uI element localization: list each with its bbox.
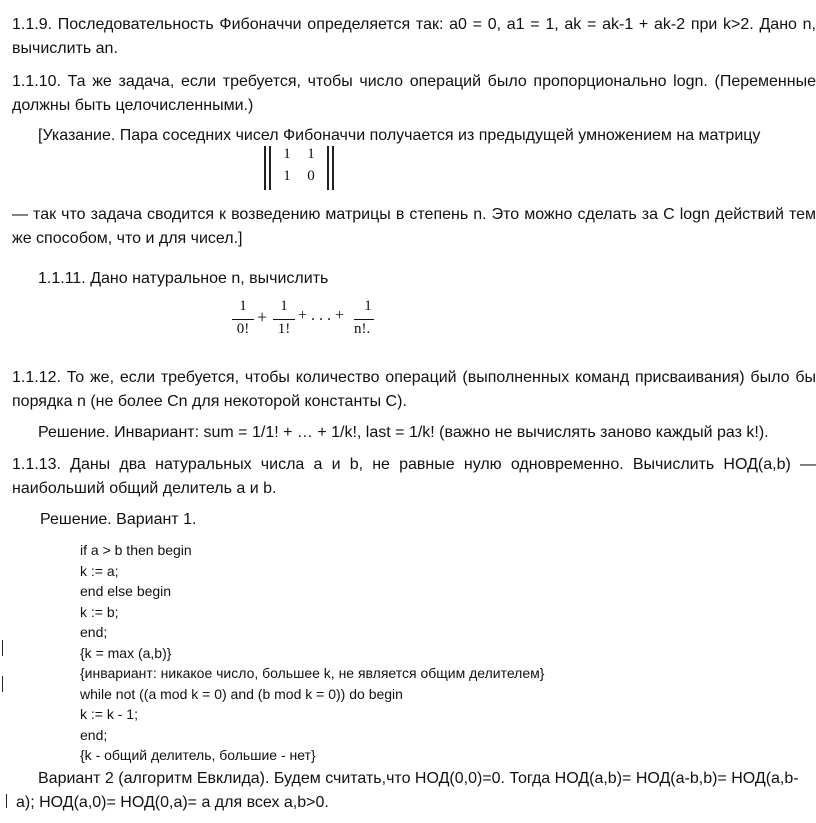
margin-mark — [2, 676, 3, 692]
code-line: end; — [80, 726, 108, 743]
hint-continuation: — так что задача сводится к возведению матрицы в степень n. Это можно сделать за C logn действий тем же способом, что и для чисел.] — [12, 206, 816, 247]
code-line: {инвариант: никакое число, большее k, не является общим делителем} — [80, 665, 545, 681]
code-line: {k = max (a,b)} — [80, 644, 172, 661]
plus-operator: + — [257, 307, 268, 327]
code-line: k := b; — [80, 603, 119, 620]
code-line: if a > b then begin — [80, 542, 192, 558]
solution-1-1-13: Решение. Вариант 1. — [40, 511, 197, 528]
problem-1-1-11: 1.1.11. Дано натуральное n, вычислить — [38, 270, 329, 287]
variant-2-text: Вариант 2 (алгоритм Евклида). Будем считать,что НОД(0,0)=0. Тогда НОД(a,b)= НОД(a-b,b)= НОД(a,b-a); НОД(a,0)= НОД(0,a)= a для всех a,b>0. — [16, 770, 799, 811]
code-line: while not ((a mod k = 0) and (b mod k = 0)) do begin — [80, 685, 403, 702]
code-line: k := a; — [80, 562, 119, 579]
margin-mark — [2, 640, 3, 656]
code-line: end; — [80, 624, 108, 640]
problem-1-1-12: 1.1.12. То же, если требуется, чтобы количество операций (выполненных команд присваивания) было бы порядка n (не более Cn для некоторой константы C). — [12, 369, 816, 410]
code-line: {k - общий делитель, большие - нет} — [80, 747, 316, 763]
hint-text: [Указание. Пара соседних чисел Фибоначчи получается из предыдущей умножением на матрицу — [38, 127, 761, 144]
problem-1-1-13: 1.1.13. Даны два натуральных числа a и b, не равные нулю одновременно. Вычислить НОД(a,b) — наибольший общий делитель a и b. — [12, 456, 816, 497]
matrix-cell: 1 — [283, 168, 291, 184]
problem-1-1-10: 1.1.10. Та же задача, если требуется, чтобы число операций было пропорционально logn. (Переменные должны быть целочисленными.) — [12, 73, 816, 114]
matrix-cell: 1 — [283, 146, 291, 162]
fibonacci-matrix — [262, 146, 336, 190]
ellipsis-operator: + . . . + — [298, 307, 345, 324]
problem-1-1-9: 1.1.9. Последовательность Фибоначчи определяется так: a0 = 0, a1 = 1, ak = ak-1 + ak-2 при k>2. Дано n, вычислить an. — [12, 16, 816, 57]
solution-1-1-12: Решение. Инвариант: sum = 1/1! + … + 1/k!, last = 1/k! (важно не вычислять заново каждый раз k!). — [38, 424, 769, 441]
document-page: 1.1.9. Последовательность Фибоначчи определяется так: a0 = 0, a1 = 1, ak = ak-1 + ak-2 при k>2. Дано n, вычислить an. 1.1.10. Та же задача, если требуется, чтобы число операций было пропорционально logn. (Переменные должны быть целочисленными.) [Указание. Пара соседних чисел Фибоначчи получается из предыдущей умножением на матрицу 1 1 1 0 — так что задача сводится к возведению матрицы в степень n. Это можно сделать за C logn действий тем же способом, что и для чисел.] 1.1.11. Дано натуральное n, вычислить 1 0! + 1 1! + . . . + 1 n!. 1.1.12. То же, если требуется, чтобы количество операций (выполненных команд присваивания) было бы порядка n (не более Cn для некоторой константы C). Решение. Инвариант: sum = 1/1! + … + 1/k!, last = 1/k! (важно не вычислять заново каждый раз k!). 1.1.13. Даны два натуральных числа a и b, не равные нулю одновременно. Вычислить НОД(a,b) — наибольший общий делитель a и b. Решение. Вариант 1. if a > b then begin k := a; end else begin k := b; end; {k = max (a,b)} {инвариант: никакое число, большее k, не является общим делителем} while not ((a mod k = 0) and (b mod k = 0)) do begin k := k - 1; end; {k - общий делитель, большие - нет} Вариант 2 (алгоритм Евклида). Будем считать,что НОД(0,0)=0. Тогда НОД(a,b)= НОД(a-b,b)= НОД(a,b-a); НОД(a,0)= НОД(0,a)= a для всех a,b>0. — [0, 0, 816, 823]
matrix-cell: 0 — [307, 168, 315, 184]
code-line: end else begin — [80, 583, 172, 599]
margin-mark — [6, 794, 7, 808]
code-line: k := k - 1; — [80, 706, 138, 722]
matrix-cell: 1 — [307, 146, 315, 162]
